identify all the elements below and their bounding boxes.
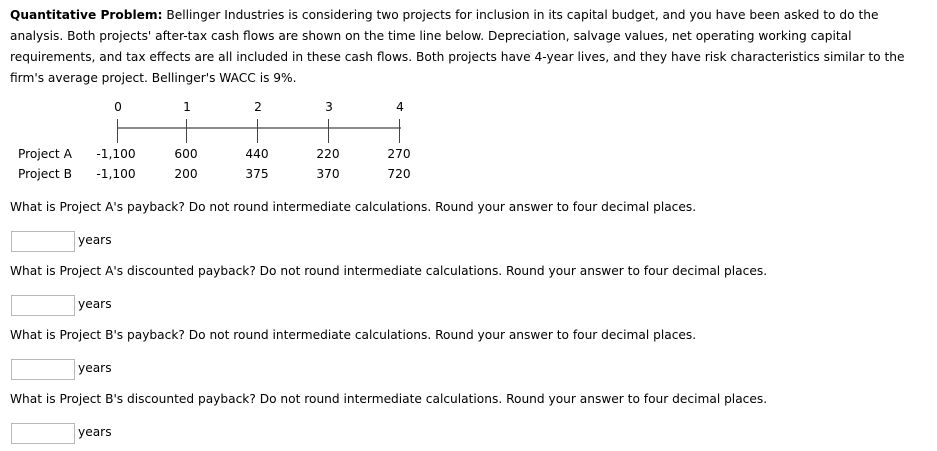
timeline-tick-1: [186, 119, 187, 143]
unit-label: years: [78, 361, 112, 375]
problem-text: Bellinger Industries is considering two projects for inclusion in its capital budget, and you have been asked to do the analysis. Both projects' after-tax cash flows are shown on the time line below. Depreciation, salvage values, net operating working capital requirements, and tax effects are all included in these cash flows. Both projects have 4-year lives, and they have risk characteristics similar to the firm's average project. Bellinger's WACC is 9%.: [10, 8, 905, 85]
period-label-0: 0: [114, 100, 122, 114]
period-label-3: 3: [325, 100, 333, 114]
question-b-payback: What is Project B's payback? Do not round intermediate calculations. Round your answer to four decimal places.: [10, 328, 697, 342]
cash-flow-timeline: [0, 100, 440, 190]
unit-label: years: [78, 425, 112, 439]
period-label-1: 1: [183, 100, 191, 114]
timeline-tick-0: [117, 119, 118, 143]
problem-paragraph: [10, 5, 932, 89]
project-b-cf-3: 370: [316, 167, 340, 181]
problem-label: Quantitative Problem:: [10, 8, 163, 22]
period-label-4: 4: [396, 100, 404, 114]
problem-statement: [10, 5, 932, 89]
project-b-cf-0: -1,100: [96, 167, 136, 181]
question-a-discounted-payback: What is Project A's discounted payback? Do not round intermediate calculations. Round your answer to four decimal places.: [10, 264, 768, 278]
answer-input-b-payback[interactable]: [11, 359, 75, 380]
timeline-tick-4: [399, 119, 400, 143]
project-a-cf-2: 440: [245, 147, 269, 161]
project-b-label: Project B: [18, 167, 72, 181]
project-a-cf-1: 600: [174, 147, 198, 161]
project-a-cf-4: 270: [387, 147, 411, 161]
timeline-axis: [117, 127, 401, 129]
question-a-payback: What is Project A's payback? Do not round intermediate calculations. Round your answer to four decimal places.: [10, 200, 697, 214]
question-b-discounted-payback: What is Project B's discounted payback? Do not round intermediate calculations. Round your answer to four decimal places.: [10, 392, 768, 406]
unit-label: years: [78, 233, 112, 247]
answer-input-b-discounted-payback[interactable]: [11, 423, 75, 444]
answer-input-a-payback[interactable]: [11, 231, 75, 252]
period-label-2: 2: [254, 100, 262, 114]
timeline-tick-3: [328, 119, 329, 143]
project-a-cf-0: -1,100: [96, 147, 136, 161]
project-a-label: Project A: [18, 147, 72, 161]
project-a-cf-3: 220: [316, 147, 340, 161]
answer-input-a-discounted-payback[interactable]: [11, 295, 75, 316]
project-b-cf-2: 375: [245, 167, 269, 181]
project-b-cf-1: 200: [174, 167, 198, 181]
project-b-cf-4: 720: [387, 167, 411, 181]
unit-label: years: [78, 297, 112, 311]
timeline-tick-2: [257, 119, 258, 143]
